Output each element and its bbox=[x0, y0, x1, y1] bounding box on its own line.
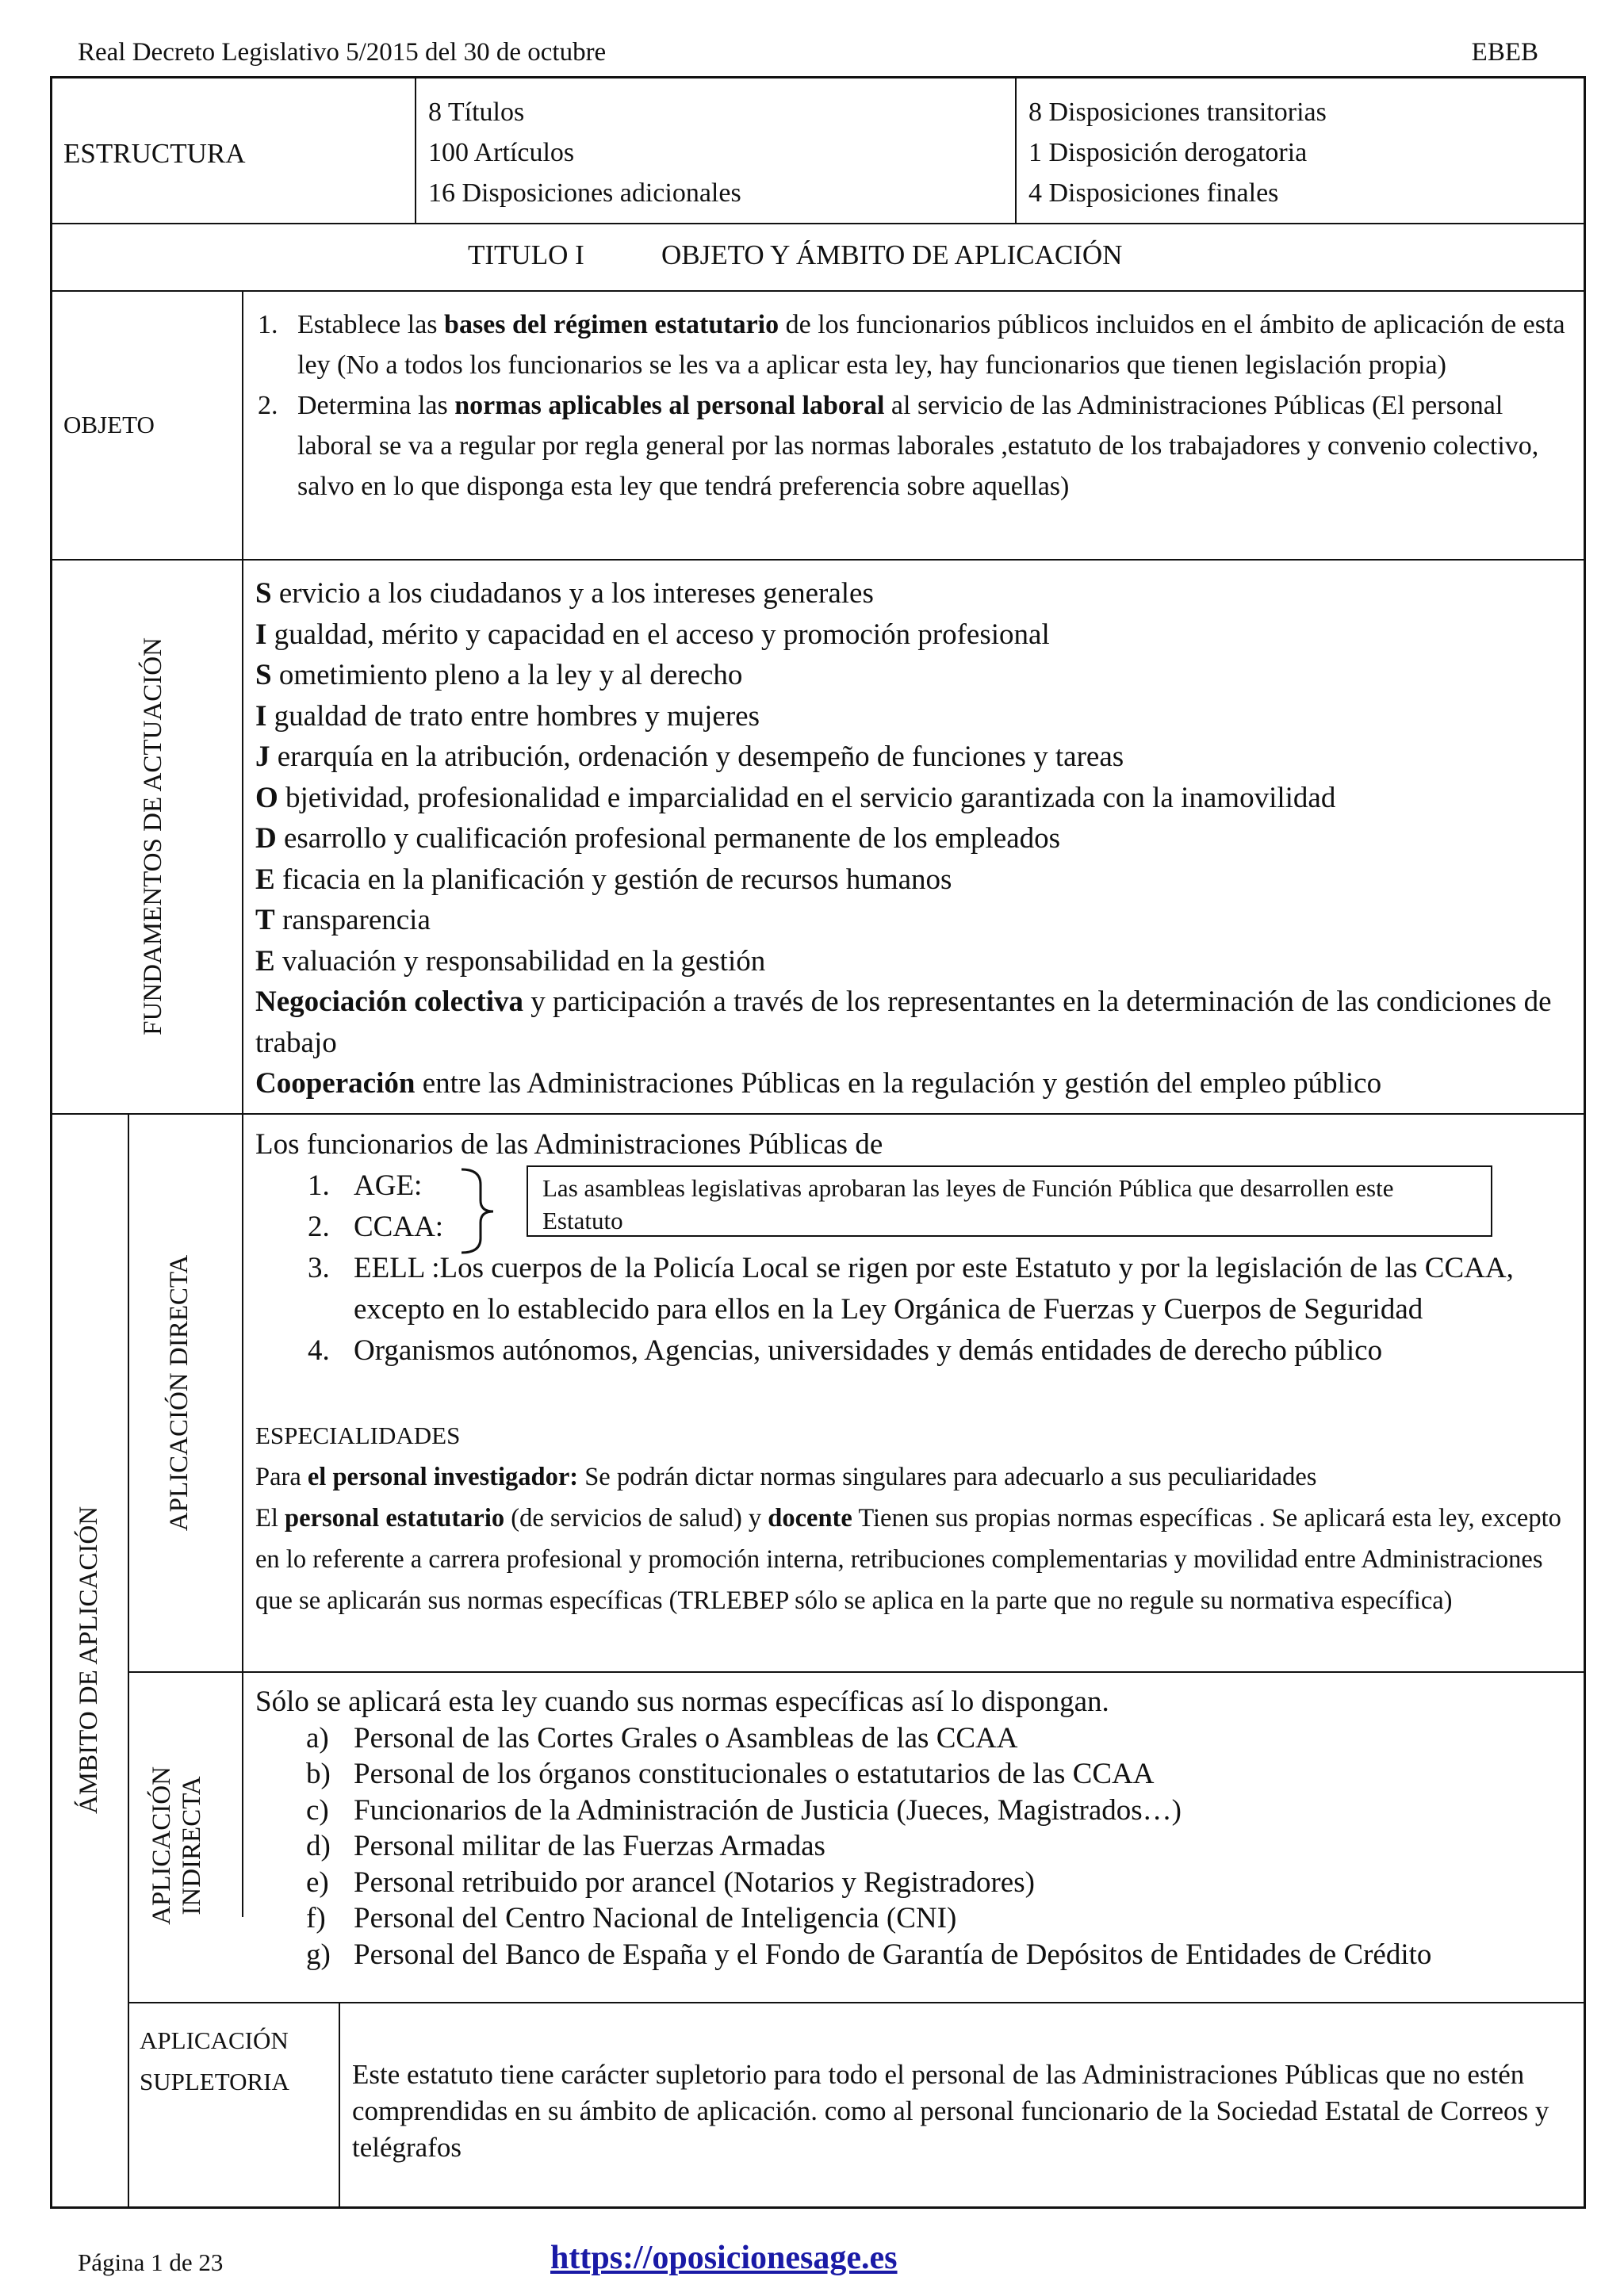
page-number: Página 1 de 23 bbox=[78, 2248, 224, 2276]
fundamento-line: E ficacia en la planificación y gestión de recursos humanos bbox=[255, 863, 952, 896]
titulo-name: OBJETO Y ÁMBITO DE APLICACIÓN bbox=[661, 239, 1123, 270]
directa-item: 1. AGE: bbox=[308, 1169, 423, 1202]
fundamento-line: J erarquía en la atribución, ordenación y desempeño de funciones y tareas bbox=[255, 740, 1124, 773]
estructura-item: 4 Disposiciones finales bbox=[1028, 178, 1279, 208]
directa-intro: Los funcionarios de las Administraciones Públicas de bbox=[255, 1128, 883, 1161]
fundamento-line: Negociación colectiva y participación a través de los representantes en la determinación de las condiciones de trabajo bbox=[255, 985, 1552, 1059]
titulo-number: TITULO I bbox=[468, 239, 584, 270]
indirecta-item: f) Personal del Centro Nacional de Inteligencia (CNI) bbox=[306, 1902, 957, 1934]
objeto-label: OBJETO bbox=[63, 411, 155, 438]
especialidad-estatutario: El personal estatutario (de servicios de salud) y docente Tienen sus propias normas específicas . Se aplicará esta ley, excepto en lo referente a carrera profesional y promoción interna, retribuciones complementarias y movilidad entre Administraciones que se aplicarán sus normas específicas (TRLEBEP sólo se aplica en la parte que no regule su normativa específica) bbox=[255, 1504, 1561, 1615]
estructura-item: 8 Disposiciones transitorias bbox=[1028, 98, 1327, 127]
item-number: 1. bbox=[258, 310, 278, 339]
indirecta-item: g) Personal del Banco de España y el Fondo de Garantía de Depósitos de Entidades de Crédito bbox=[306, 1938, 1432, 1971]
objeto-item bbox=[258, 304, 1574, 385]
document-title: Real Decreto Legislativo 5/2015 del 30 de octubre bbox=[78, 38, 607, 67]
ambito-label: ÁMBITO DE APLICACIÓN bbox=[75, 1506, 103, 1815]
fundamento-line: S ometimiento pleno a la ley y al derecho bbox=[255, 659, 743, 691]
indirecta-item: c) Funcionarios de la Administración de Justicia (Jueces, Magistrados…) bbox=[306, 1793, 1182, 1827]
item-text: Establece las bbox=[297, 310, 445, 339]
document-code: EBEB bbox=[1471, 38, 1538, 67]
directa-item: 3. EELL :Los cuerpos de la Policía Local se rigen por este Estatuto y por la legislación de las CCAA, excepto en lo establecido para ellos en la Ley Orgánica de Fuerzas y Cuerpos de Seguridad bbox=[308, 1252, 1514, 1326]
indirecta-list bbox=[255, 1720, 1580, 1973]
especialidad-investigador: Para el personal investigador: Se podrán dictar normas singulares para adecuarlo a sus peculiaridades bbox=[255, 1463, 1317, 1491]
indirecta-item: b) Personal de los órganos constitucionales o estatutarios de las CCAA bbox=[306, 1758, 1155, 1790]
fundamentos-label: FUNDAMENTOS DE ACTUACIÓN bbox=[139, 637, 167, 1035]
estructura-item: 16 Disposiciones adicionales bbox=[428, 178, 741, 208]
estructura-item: 1 Disposición derogatoria bbox=[1028, 138, 1308, 167]
fundamento-line: D esarrollo y cualificación profesional permanente de los empleados bbox=[255, 822, 1061, 855]
especialidades bbox=[255, 1415, 1580, 1621]
estructura-item: 100 Artículos bbox=[428, 138, 575, 167]
estructura-item: 8 Títulos bbox=[428, 98, 525, 127]
callout-box: Las asambleas legislativas aprobaran las leyes de Función Pública que desarrollen este Estatuto bbox=[527, 1165, 1492, 1237]
supletoria-text: Este estatuto tiene carácter supletorio para todo el personal de las Administraciones Públicas que no estén comprendidas en su ámbito de aplicación. como al personal funcionario de la Sociedad Estatal de Correos y telégrafos bbox=[352, 2059, 1549, 2163]
item-number: 2. bbox=[258, 391, 278, 420]
item-bold: bases del régimen estatutario bbox=[444, 310, 779, 339]
objeto-item bbox=[258, 385, 1574, 507]
indirecta-item: a) Personal de las Cortes Grales o Asambleas de las CCAA bbox=[306, 1721, 1018, 1755]
fundamento-line: Cooperación entre las Administraciones Públicas en la regulación y gestión del empleo público bbox=[255, 1067, 1382, 1100]
indirecta-content bbox=[255, 1684, 1580, 1973]
directa-content bbox=[255, 1124, 1580, 1372]
estructura-col1 bbox=[428, 92, 741, 213]
directa-item: 2. CCAA: bbox=[308, 1211, 444, 1243]
fundamento-line: T ransparencia bbox=[255, 904, 431, 936]
especialidades-title: ESPECIALIDADES bbox=[255, 1422, 461, 1449]
objeto-list bbox=[258, 304, 1574, 507]
item-text: de los funcionarios públicos incluidos en el ámbito de aplicación de esta ley (No a todos los funcionarios se les va a aplicar esta ley, hay funcionarios que tienen legislación propia) bbox=[297, 310, 1565, 380]
fundamento-line: I gualdad de trato entre hombres y mujeres bbox=[255, 699, 760, 733]
fundamento-line: I gualdad, mérito y capacidad en el acceso y promoción profesional bbox=[255, 618, 1050, 651]
supletoria-label: APLICACIÓN SUPLETORIA bbox=[140, 2026, 289, 2095]
fundamentos-list bbox=[255, 573, 1580, 1104]
curly-brace-icon bbox=[458, 1167, 506, 1256]
item-bold: normas aplicables al personal laboral bbox=[454, 391, 885, 420]
indirecta-item: e) Personal retribuido por arancel (Notarios y Registradores) bbox=[306, 1866, 1035, 1899]
fundamento-line: S ervicio a los ciudadanos y a los intereses generales bbox=[255, 577, 874, 610]
fundamento-line: E valuación y responsabilidad en la gestión bbox=[255, 944, 766, 978]
estructura-label: ESTRUCTURA bbox=[63, 138, 246, 169]
indirecta-item: d) Personal militar de las Fuerzas Armadas bbox=[306, 1830, 825, 1862]
fundamento-line: O bjetividad, profesionalidad e imparcialidad en el servicio garantizada con la inamovilidad bbox=[255, 781, 1336, 814]
directa-label: APLICACIÓN DIRECTA bbox=[165, 1254, 193, 1532]
item-text: Determina las bbox=[297, 391, 455, 420]
indirecta-label: APLICACIÓN INDIRECTA bbox=[147, 1766, 206, 1925]
indirecta-intro: Sólo se aplicará esta ley cuando sus normas específicas así lo dispongan. bbox=[255, 1686, 1109, 1718]
estructura-col2 bbox=[1028, 92, 1327, 213]
website-link[interactable]: https://oposicionesage.es bbox=[550, 2240, 898, 2276]
directa-item: 4. Organismos autónomos, Agencias, universidades y demás entidades de derecho público bbox=[308, 1334, 1383, 1367]
item-text: al servicio de las Administraciones Públicas (El personal laboral se va a regular por regla general por las normas laborales ,estatuto de los trabajadores y convenio colectivo, salvo en lo que disponga esta ley que tendrá preferencia sobre aquellas) bbox=[297, 391, 1539, 501]
